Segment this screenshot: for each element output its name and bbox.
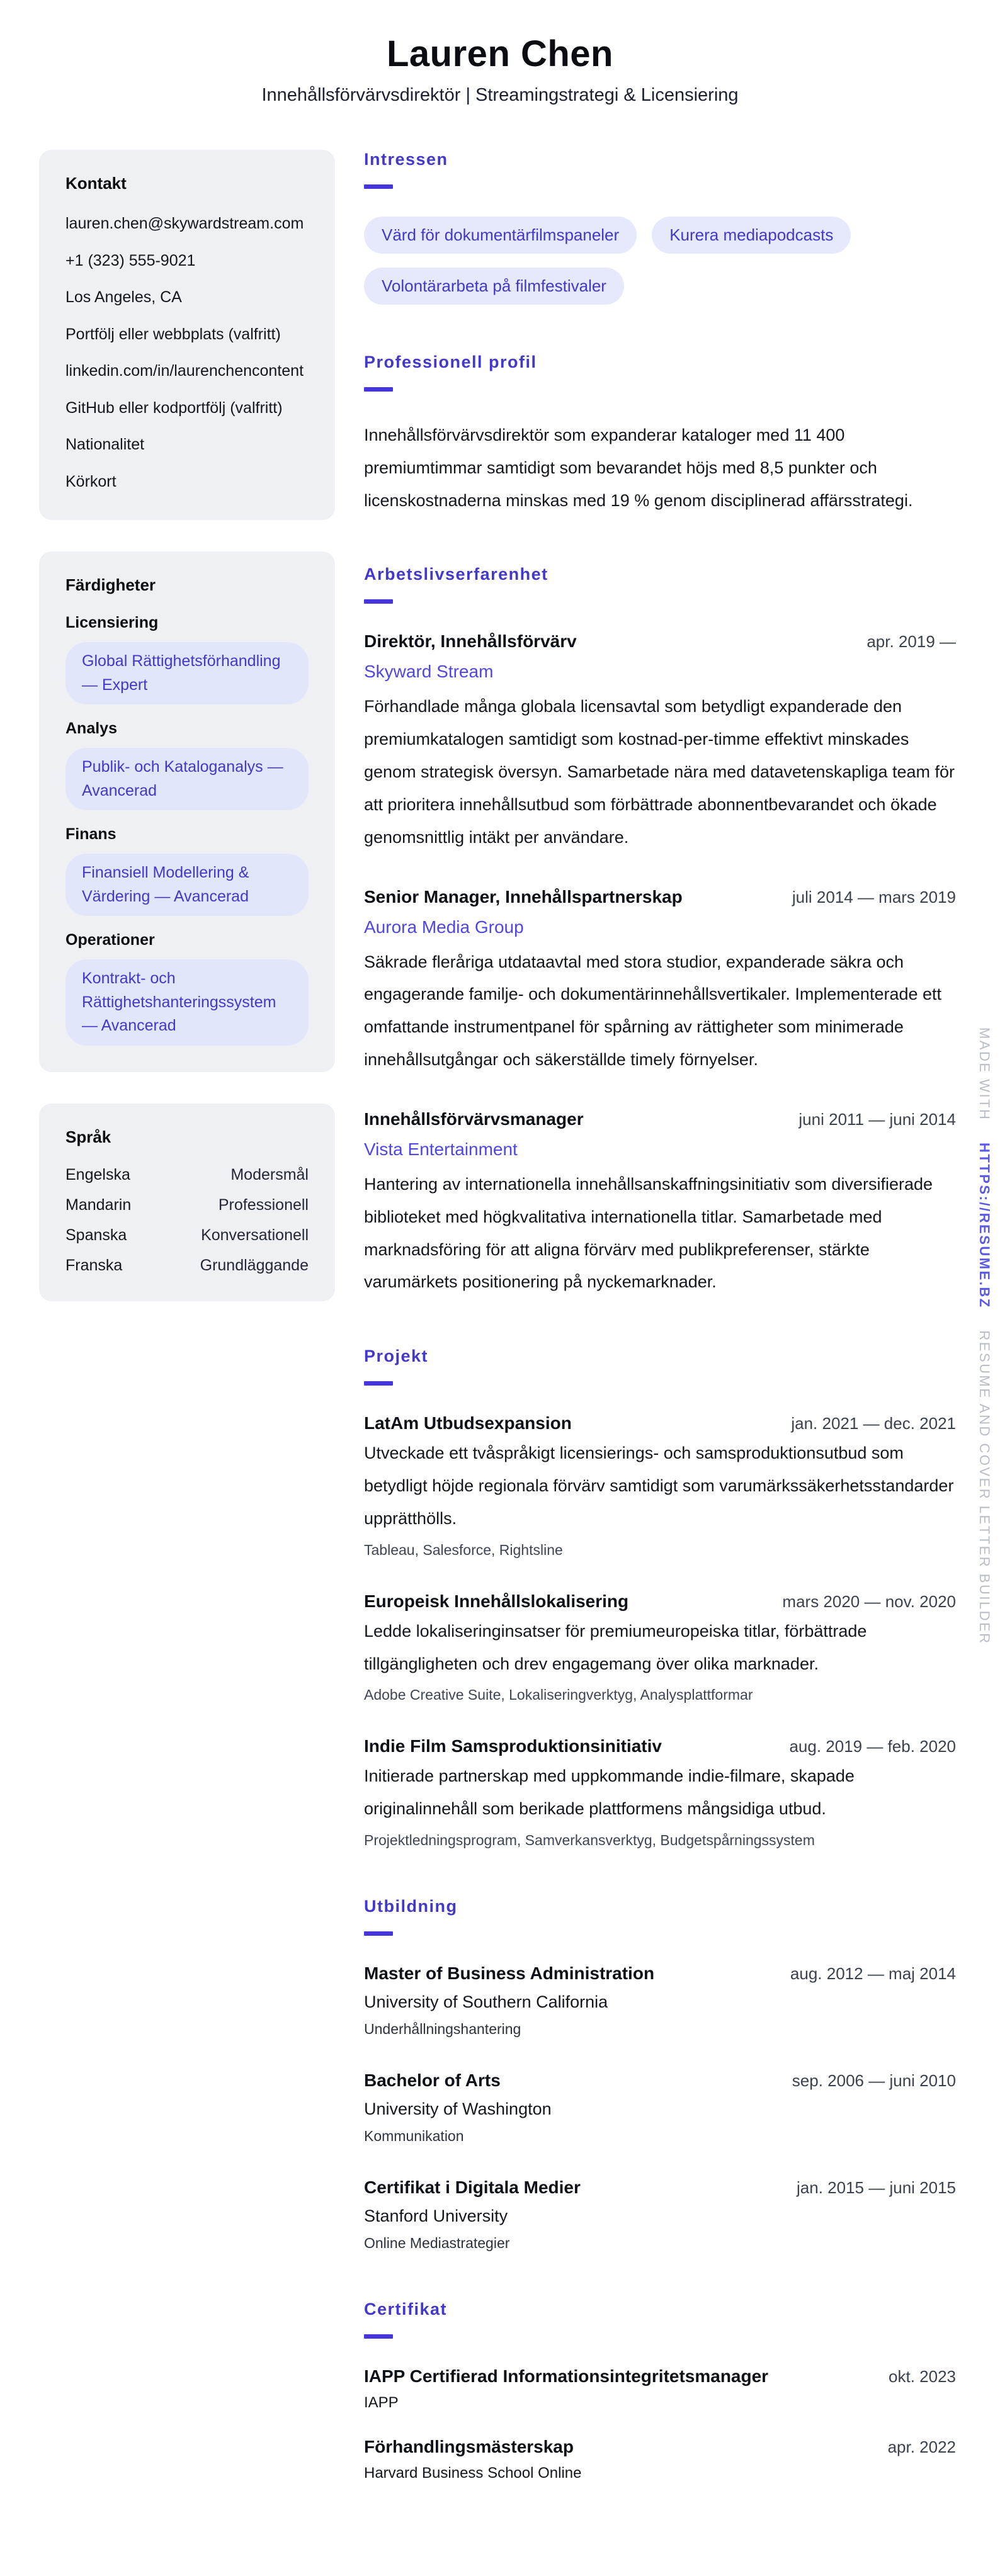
certificate-title: IAPP Certifierad Informationsintegritetsmanager	[364, 2366, 769, 2387]
language-level: Modersmål	[230, 1165, 309, 1183]
skill-group-label: Analys	[65, 720, 117, 737]
language-name: Engelska	[65, 1165, 130, 1183]
skill-chip: Kontrakt- och Rättighetshanteringssystem — Avancerad	[65, 959, 309, 1046]
skills-title: Färdigheter	[65, 575, 156, 594]
project-entry	[364, 1413, 956, 1558]
section-underline	[364, 387, 393, 392]
skill-group-label: Licensiering	[65, 614, 159, 631]
skill-group-label: Operationer	[65, 931, 155, 949]
field-of-study: Online Mediastrategier	[364, 2235, 510, 2252]
degree-title: Certifikat i Digitala Medier	[364, 2178, 581, 2198]
interests-chips	[364, 217, 956, 305]
section-underline	[364, 599, 393, 604]
section-underline	[364, 184, 393, 189]
language-name: Mandarin	[65, 1195, 132, 1214]
job-entry	[364, 887, 956, 1076]
content-columns	[0, 106, 1000, 2530]
job-entry	[364, 631, 956, 854]
contact-title: Kontakt	[65, 174, 127, 193]
degree-title: Bachelor of Arts	[364, 2070, 501, 2091]
resume-header	[0, 0, 1000, 106]
job-company-link[interactable]: Skyward Stream	[364, 662, 494, 682]
project-title: Indie Film Samsproduktionsinitiativ	[364, 1736, 662, 1756]
project-title: LatAm Utbudsexpansion	[364, 1413, 572, 1433]
interest-chip: Volontärarbeta på filmfestivaler	[364, 268, 624, 305]
project-description: Ledde lokaliseringinsatser för premiumeuropeiska titlar, förbättrade tillgängligheten och drev engagemang över olika marknader.	[364, 1621, 867, 1673]
certificate-date: apr. 2022	[887, 2438, 956, 2457]
language-row	[65, 1226, 309, 1245]
contact-email: lauren.chen@skywardstream.com	[65, 215, 304, 232]
contact-drivers-license: Körkort	[65, 472, 116, 490]
job-description: Hantering av internationella innehållsanskaffningsinitiativ som diversifierade biblioteket med högkvalitativa internationella titlar. Samarbetade med marknadsföring för att aligna förvärv med publikpreferenser, stärkte varumärkets positionering på nyckemarknader.	[364, 1174, 933, 1292]
certificate-issuer: IAPP	[364, 2394, 399, 2412]
profile-text: Innehållsförvärvsdirektör som expanderar kataloger med 11 400 premiumtimmar samtidigt som bevarandet höjs med 8,5 punkter och licenskostnaderna minskas med 19 % genom disciplinerad affärsstrategi.	[364, 426, 913, 510]
contact-location: Los Angeles, CA	[65, 288, 182, 306]
school-name: University of Washington	[364, 2099, 552, 2119]
project-dates: jan. 2021 — dec. 2021	[791, 1414, 956, 1433]
education-dates: jan. 2015 — juni 2015	[797, 2178, 956, 2198]
section-underline	[364, 1931, 393, 1936]
education-dates: sep. 2006 — juni 2010	[792, 2071, 956, 2091]
certificate-date: okt. 2023	[889, 2367, 956, 2387]
job-description: Förhandlade många globala licensavtal som betydligt expanderade den premiumkatalogen samtidigt som kostnad-per-timme effektivt minskades genom strategisk översyn. Samarbetade nära med datavetenskapliga team för att prioritera innehållsutbud som förbättrade abonnentbevarandet och ökade genomsnittlig intäkt per användare.	[364, 697, 955, 847]
education-dates: aug. 2012 — maj 2014	[790, 1964, 956, 1984]
section-projects	[364, 1347, 956, 1849]
project-dates: mars 2020 — nov. 2020	[782, 1591, 956, 1611]
contact-linkedin: linkedin.com/in/laurenchencontent	[65, 362, 304, 380]
job-title: Senior Manager, Innehållspartnerskap	[364, 886, 683, 907]
certificates-heading: Certifikat	[364, 2300, 448, 2319]
watermark-link[interactable]: HTTPS://RESUME.BZ	[977, 1143, 992, 1309]
project-entry	[364, 1736, 956, 1849]
language-row	[65, 1257, 309, 1275]
language-level: Grundläggande	[200, 1256, 309, 1274]
education-entry	[364, 2178, 956, 2252]
section-profile	[364, 353, 956, 517]
sidebar	[39, 150, 335, 1333]
project-dates: aug. 2019 — feb. 2020	[789, 1737, 956, 1756]
certificate-entry	[364, 2366, 956, 2412]
language-name: Franska	[65, 1256, 123, 1274]
certificate-issuer: Harvard Business School Online	[364, 2465, 582, 2482]
projects-heading: Projekt	[364, 1347, 429, 1366]
job-company-link[interactable]: Aurora Media Group	[364, 917, 524, 937]
skill-chip: Publik- och Kataloganalys — Avancerad	[65, 748, 309, 810]
project-tech: Projektledningsprogram, Samverkansverktyg, Budgetspårningssystem	[364, 1832, 815, 1849]
job-entry	[364, 1109, 956, 1299]
language-name: Spanska	[65, 1226, 127, 1244]
language-level: Konversationell	[201, 1226, 309, 1244]
section-underline	[364, 2334, 393, 2339]
language-level: Professionell	[218, 1195, 309, 1214]
project-description: Initierade partnerskap med uppkommande indie-filmare, skapade originalinnehåll som berikade plattformens mångsidiga utbud.	[364, 1766, 855, 1819]
contact-card	[39, 150, 335, 520]
field-of-study: Kommunikation	[364, 2128, 464, 2145]
section-certificates	[364, 2300, 956, 2482]
job-dates: juli 2014 — mars 2019	[792, 887, 956, 907]
language-row	[65, 1166, 309, 1184]
watermark	[976, 1027, 992, 1645]
person-headline: Innehållsförvärvsdirektör | Streamingstrategi & Licensiering	[261, 85, 739, 105]
project-description: Utveckade ett tvåspråkigt licensierings- och samsproduktionsutbud som betydligt höjde regionala förvärv samtidigt som varumärkssäkerhetsstandarder upprätthölls.	[364, 1443, 954, 1528]
language-row	[65, 1196, 309, 1214]
education-heading: Utbildning	[364, 1897, 458, 1916]
project-title: Europeisk Innehållslokalisering	[364, 1591, 629, 1611]
contact-nationality: Nationalitet	[65, 436, 145, 453]
education-entry	[364, 2070, 956, 2145]
field-of-study: Underhållningshantering	[364, 2021, 521, 2038]
languages-card	[39, 1104, 335, 1301]
skill-group-label: Finans	[65, 825, 116, 843]
contact-github: GitHub eller kodportfölj (valfritt)	[65, 398, 283, 417]
skills-card	[39, 551, 335, 1072]
section-education	[364, 1897, 956, 2252]
job-dates: juni 2011 — juni 2014	[798, 1109, 956, 1129]
education-entry	[364, 1963, 956, 2038]
watermark-suffix: RESUME AND COVER LETTER BUILDER	[977, 1330, 992, 1645]
project-tech: Adobe Creative Suite, Lokaliseringverktyg, Analysplattformar	[364, 1686, 753, 1703]
skill-chip: Finansiell Modellering & Värdering — Avancerad	[65, 854, 309, 916]
interest-chip: Värd för dokumentärfilmspaneler	[364, 217, 637, 254]
person-name: Lauren Chen	[387, 33, 613, 74]
section-experience	[364, 565, 956, 1299]
profile-heading: Professionell profil	[364, 353, 537, 371]
interest-chip: Kurera mediapodcasts	[652, 217, 851, 254]
school-name: University of Southern California	[364, 1992, 608, 2012]
certificate-entry	[364, 2437, 956, 2482]
watermark-prefix: MADE WITH	[977, 1027, 992, 1121]
main-column	[364, 150, 956, 2530]
project-entry	[364, 1591, 956, 1704]
interests-heading: Intressen	[364, 150, 448, 169]
contact-phone: +1 (323) 555-9021	[65, 251, 196, 269]
job-dates: apr. 2019 —	[866, 632, 956, 652]
section-underline	[364, 1381, 393, 1386]
skill-chip: Global Rättighetsförhandling — Expert	[65, 642, 309, 704]
job-description: Säkrade fleråriga utdataavtal med stora studior, expanderade säkra och engagerande familje- och dokumentärinnehållsvertikaler. Implementerade ett omfattande instrumentpanel för spårning av rättigheter som minimerade innehållsutgångar och säkerställde timely förnyelser.	[364, 952, 942, 1070]
degree-title: Master of Business Administration	[364, 1963, 655, 1984]
job-title: Direktör, Innehållsförvärv	[364, 631, 577, 652]
project-tech: Tableau, Salesforce, Rightsline	[364, 1541, 563, 1558]
section-interests	[364, 150, 956, 305]
certificate-title: Förhandlingsmästerskap	[364, 2437, 574, 2457]
languages-title: Språk	[65, 1127, 111, 1146]
job-company-link[interactable]: Vista Entertainment	[364, 1139, 518, 1159]
contact-portfolio: Portfölj eller webbplats (valfritt)	[65, 325, 281, 343]
job-title: Innehållsförvärvsmanager	[364, 1109, 584, 1129]
school-name: Stanford University	[364, 2206, 508, 2226]
experience-heading: Arbetslivserfarenhet	[364, 565, 548, 584]
